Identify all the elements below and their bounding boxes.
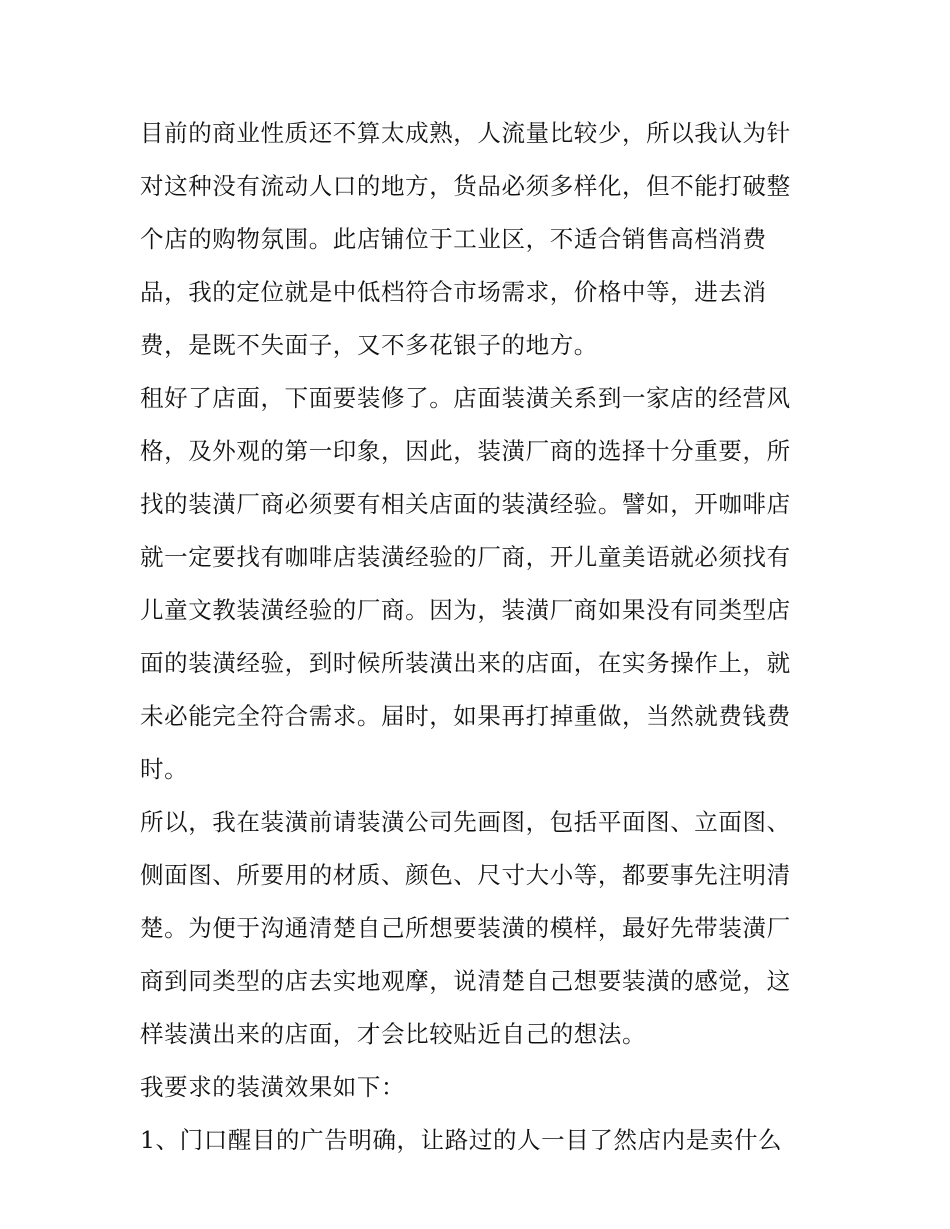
text-line: 我要求的装潢效果如下：	[140, 1073, 406, 1101]
text-line: 侧面图、所要用的材质、颜色、尺寸大小等，都要事先注明清	[140, 861, 791, 889]
text-line: 儿童文教装潢经验的厂商。因为，装潢厂商如果没有同类型店	[140, 596, 791, 624]
text-line: 费，是既不失面子，又不多花银子的地方。	[140, 331, 598, 359]
text-line: 商到同类型的店去实地观摩，说清楚自己想要装潢的感觉，这	[140, 967, 791, 995]
document-body	[140, 107, 812, 1167]
text-line: 找的装潢厂商必须要有相关店面的装潢经验。譬如，开咖啡店	[140, 490, 791, 518]
text-line: 个店的购物氛围。此店铺位于工业区，不适合销售高档消费	[140, 225, 767, 253]
text-line: 面的装潢经验，到时候所装潢出来的店面，在实务操作上，就	[140, 649, 791, 677]
text-line: 未必能完全符合需求。届时，如果再打掉重做，当然就费钱费	[140, 702, 791, 730]
text-line: 就一定要找有咖啡店装潢经验的厂商，开儿童美语就必须找有	[140, 543, 791, 571]
paragraph-design-drawings	[140, 796, 812, 1061]
text-line: 时。	[140, 755, 189, 783]
text-line: 所以，我在装潢前请装潢公司先画图，包括平面图、立面图、	[140, 808, 791, 836]
text-line: 楚。为便于沟通清楚自己所想要装潢的模样，最好先带装潢厂	[140, 914, 791, 942]
paragraph-business-positioning	[140, 107, 812, 372]
paragraph-renovation	[140, 372, 812, 796]
paragraph-requirements-intro	[140, 1061, 812, 1114]
text-line: 样装潢出来的店面，才会比较贴近自己的想法。	[140, 1020, 647, 1048]
text-line: 1、门口醒目的广告明确，让路过的人一目了然店内是卖什么	[140, 1126, 783, 1154]
text-line: 品，我的定位就是中低档符合市场需求，价格中等，进去消	[140, 278, 767, 306]
text-line: 租好了店面，下面要装修了。店面装潢关系到一家店的经营风	[140, 384, 791, 412]
paragraph-requirement-item-1	[140, 1114, 812, 1167]
text-line: 目前的商业性质还不算太成熟，人流量比较少，所以我认为针	[140, 119, 791, 147]
text-line: 对这种没有流动人口的地方，货品必须多样化，但不能打破整	[140, 172, 791, 200]
text-line: 格，及外观的第一印象，因此，装潢厂商的选择十分重要，所	[140, 437, 791, 465]
